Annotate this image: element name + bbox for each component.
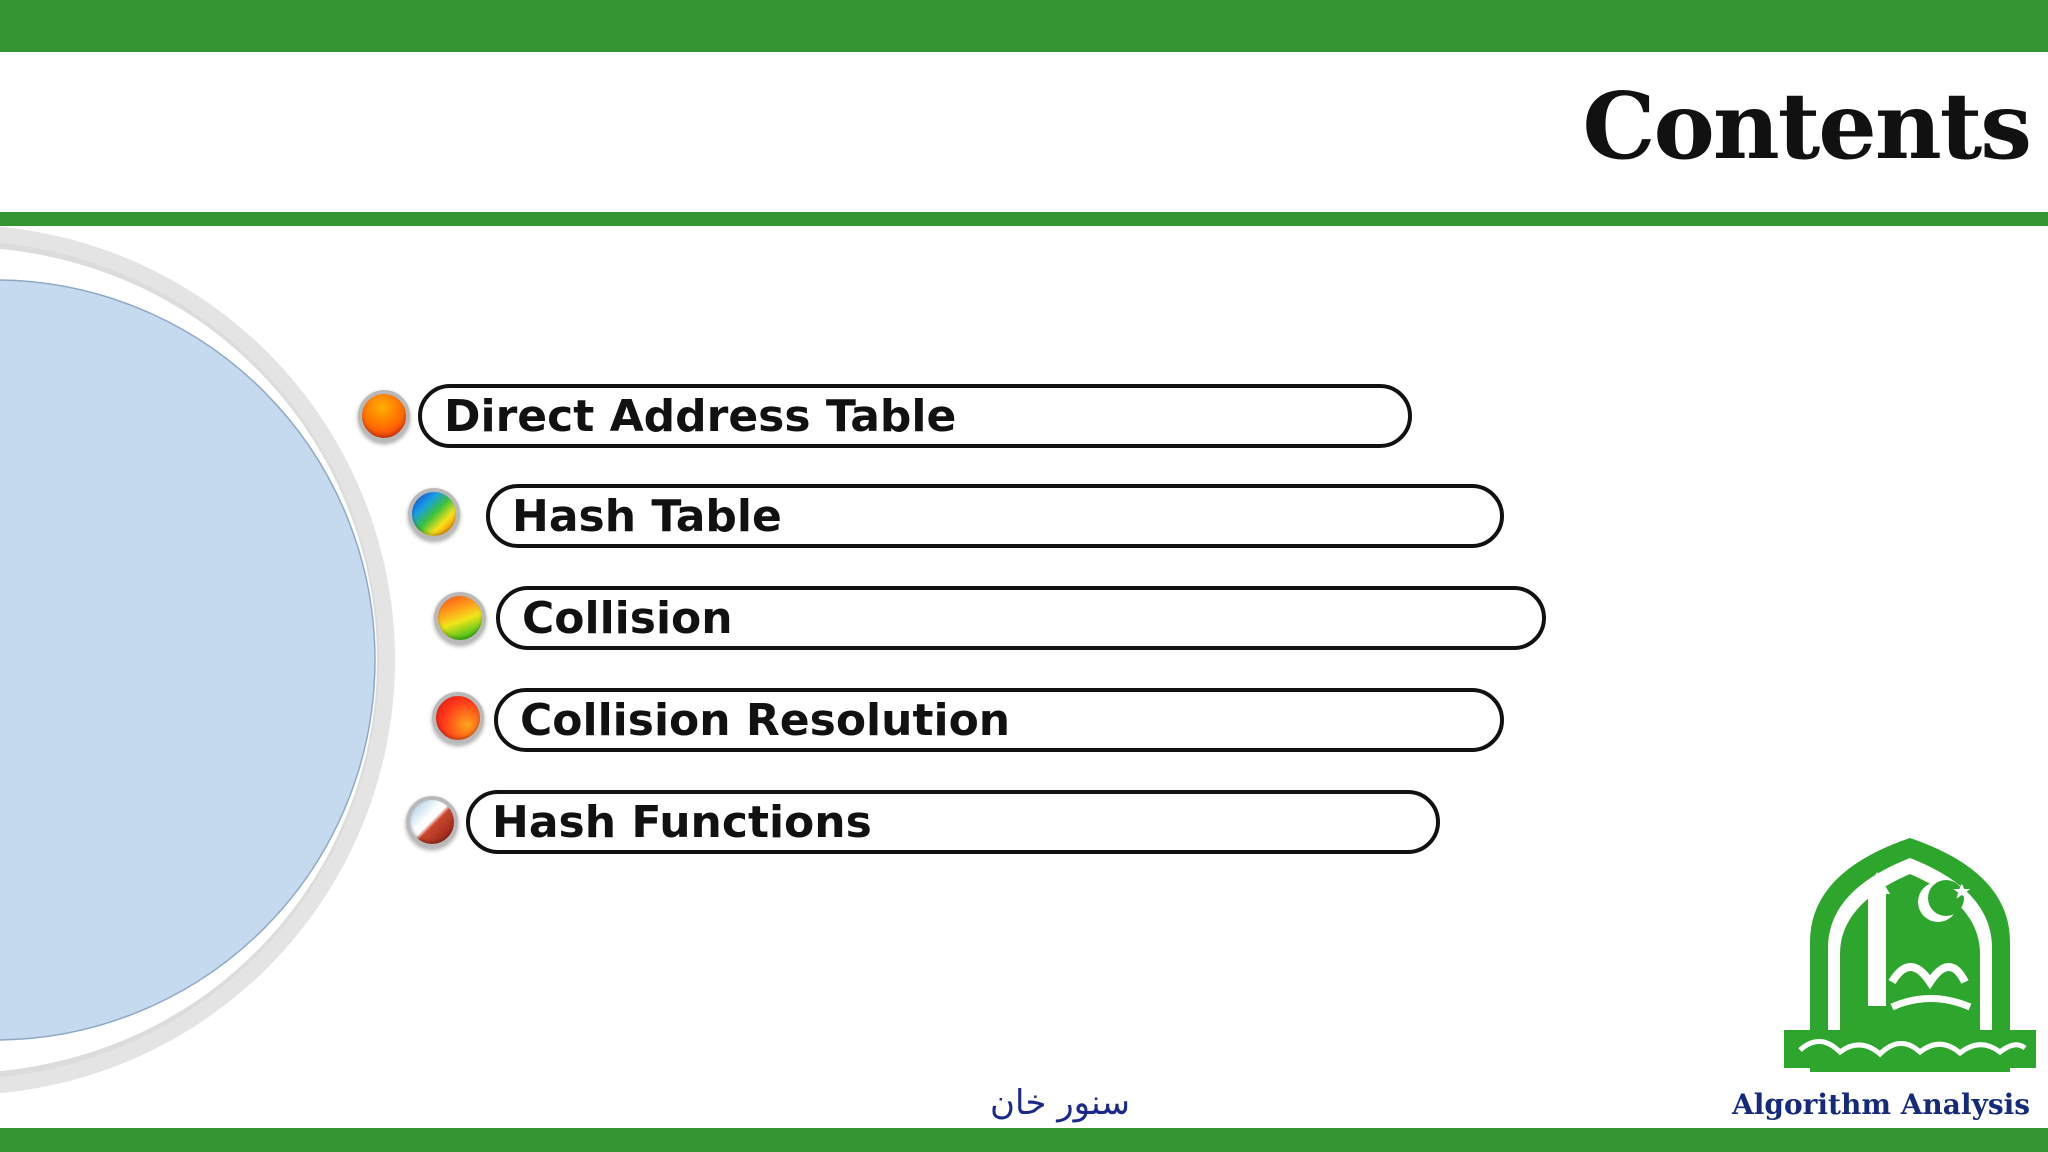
university-crest-icon bbox=[1780, 832, 2040, 1082]
contents-item-label: Collision Resolution bbox=[520, 694, 1011, 746]
bullet-white-red-icon bbox=[406, 796, 458, 848]
contents-item-label: Direct Address Table bbox=[444, 390, 957, 442]
contents-item-collision[interactable] bbox=[496, 586, 1546, 650]
contents-item-label: Collision bbox=[522, 592, 733, 644]
bullet-rainbow-icon bbox=[408, 488, 460, 540]
slide-title: Contents bbox=[1582, 72, 2030, 180]
contents-item-label: Hash Functions bbox=[492, 796, 872, 848]
footer-course-title: Algorithm Analysis bbox=[1732, 1088, 2030, 1121]
bullet-red-icon bbox=[432, 692, 484, 744]
bullet-orange-icon bbox=[358, 390, 410, 442]
bullet-green-yellow-icon bbox=[434, 592, 486, 644]
contents-item-hash-functions[interactable] bbox=[466, 790, 1440, 854]
contents-item-direct-address-table[interactable] bbox=[418, 384, 1412, 448]
central-circle bbox=[0, 280, 375, 1040]
contents-item-hash-table[interactable] bbox=[486, 484, 1504, 548]
contents-item-collision-resolution[interactable] bbox=[494, 688, 1504, 752]
bottom-bar bbox=[0, 1128, 2048, 1152]
footer-author: سنور خان bbox=[990, 1083, 1130, 1123]
contents-item-label: Hash Table bbox=[512, 490, 782, 542]
